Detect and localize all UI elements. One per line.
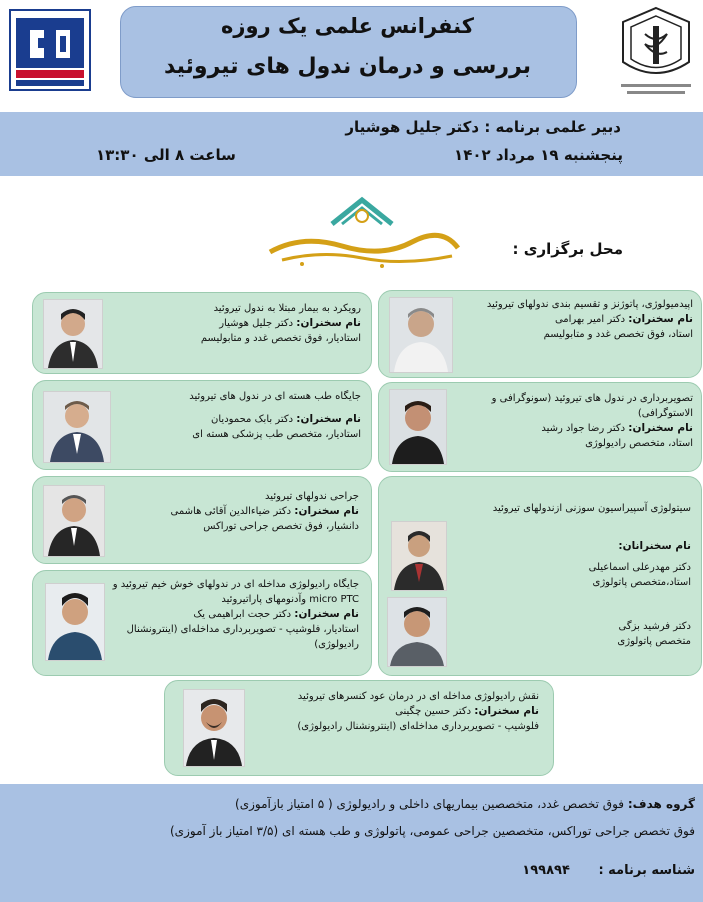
speaker-position: استاد، متخصص رادیولوژی (585, 438, 693, 449)
conference-time: ساعت ۸ الی ۱۳:۳۰ (96, 146, 236, 164)
talk-card-3 (378, 382, 702, 472)
speaker-photo (391, 521, 447, 591)
conference-title: کنفرانس علمی یک روزه (221, 14, 474, 38)
speaker-photo (43, 485, 105, 557)
talk-title: جایگاه رادیولوژی مداخله ای در ندولهای خوش خیم تیروئید و micro PTC وآدنومهای پاراتیروئید (112, 579, 359, 605)
speaker-label: نام سخنران: (296, 317, 361, 329)
speaker-position: استادیار، فلوشیپ - تصویربرداری مداخله‌ای (اینترونشنال رادیولوژی) (126, 624, 359, 650)
speaker-photo (389, 297, 453, 373)
speaker-position: استادیار، متخصص طب پزشکی هسته ای (192, 429, 361, 440)
speakers-label: نام سخنرانان: (618, 540, 691, 552)
speaker-position: دانشیار، فوق تخصص جراحی توراکس (203, 521, 359, 532)
speaker-label: نام سخنران: (474, 705, 539, 717)
speaker-name: دکتر حجت ابراهیمی یک (193, 609, 292, 620)
research-center-logo (8, 8, 92, 92)
talk-card-6 (32, 476, 372, 564)
speaker-position: متخصص پاتولوژی (617, 636, 691, 647)
university-logo (613, 4, 699, 100)
speaker-name: دکتر جلیل هوشیار (219, 318, 294, 329)
conference-date: پنجشنبه ۱۹ مرداد ۱۴۰۲ (454, 146, 623, 164)
talk-card-8 (164, 680, 554, 776)
speaker-label: نام سخنران: (294, 608, 359, 620)
speaker-label: نام سخنران: (628, 422, 693, 434)
speaker-label: نام سخنران: (628, 313, 693, 325)
speaker-label: نام سخنران: (296, 413, 361, 425)
talk-title: نقش رادیولوژی مداخله ای در درمان عود کنسرهای تیروئید (297, 691, 539, 702)
talk-title: سیتولوژی آسپیراسیون سوزنی ازندولهای تیروئید (492, 503, 691, 514)
target-group-text-1: فوق تخصص غدد، متخصصین بیماریهای داخلی و رادیولوژی ( ۵ امتیاز بازآموزی) (235, 797, 625, 811)
speaker-name: دکتر ضیاءالدین آقائی هاشمی (170, 506, 292, 517)
talk-card-4 (32, 380, 372, 470)
talk-title: تصویربرداری در ندول های تیروئید (سونوگرافی و الاستوگرافی) (491, 393, 693, 419)
speaker-photo (183, 689, 245, 767)
talk-card-7 (32, 570, 372, 676)
target-group-label: گروه هدف: (627, 797, 695, 811)
conference-subtitle: بررسی و درمان ندول های تیروئید (163, 54, 532, 79)
speaker-position: استاد،متخصص پاتولوژی (592, 577, 691, 588)
hospital-logo (262, 194, 462, 274)
program-code: ۱۹۹۸۹۴ (522, 863, 570, 878)
venue-label: محل برگزاری : (512, 240, 623, 258)
speaker-name: دکتر مهدرعلی اسماعیلی (588, 562, 691, 573)
speaker-name: دکتر امیر بهرامی (554, 314, 626, 325)
speaker-photo (387, 597, 447, 667)
talk-card-5 (378, 476, 702, 676)
speaker-position: فلوشیپ - تصویربرداری مداخله‌ای (اینترونشنال رادیولوژی) (297, 721, 539, 732)
speaker-name: دکتر رضا جواد رشید (541, 423, 626, 434)
speaker-position: استادیار، فوق تخصص غدد و متابولیسم (200, 333, 361, 344)
speaker-photo (43, 299, 103, 369)
program-code-label: شناسه برنامه : (598, 863, 695, 878)
talk-title: جایگاه طب هسته ای در ندول های تیروئید (189, 391, 361, 402)
speaker-photo (45, 583, 105, 661)
speaker-photo (43, 391, 111, 463)
target-group-line-1 (5, 797, 695, 811)
speaker-photo (389, 389, 447, 465)
talk-title: رویکرد به بیمار مبتلا به ندول تیروئید (213, 303, 361, 314)
talk-title: اپیدمیولوژی، پاتوژنز و تقسیم بندی ندولهای تیروئید (486, 299, 693, 310)
target-group-text-2: فوق تخصص جراحی توراکس، متخصصین جراحی عمومی، پاتولوژی و طب هسته ای (۳/۵ امتیاز باز آموزی) (170, 824, 695, 838)
speaker-position: استاد، فوق تخصص غدد و متابولیسم (543, 329, 693, 340)
speaker-label: نام سخنران: (294, 505, 359, 517)
speaker-name: دکتر بابک محمودیان (211, 414, 294, 425)
speaker-name: دکتر حسین چگینی (395, 706, 472, 717)
talk-title: جراحی ندولهای تیروئید (265, 491, 359, 502)
talk-card-1 (378, 290, 702, 378)
talk-card-2 (32, 292, 372, 374)
scientific-secretary: دبیر علمی برنامه : دکتر جلیل هوشیار (345, 118, 621, 136)
speaker-name: دکتر فرشید بزگی (618, 621, 691, 632)
program-code-line (5, 863, 695, 878)
